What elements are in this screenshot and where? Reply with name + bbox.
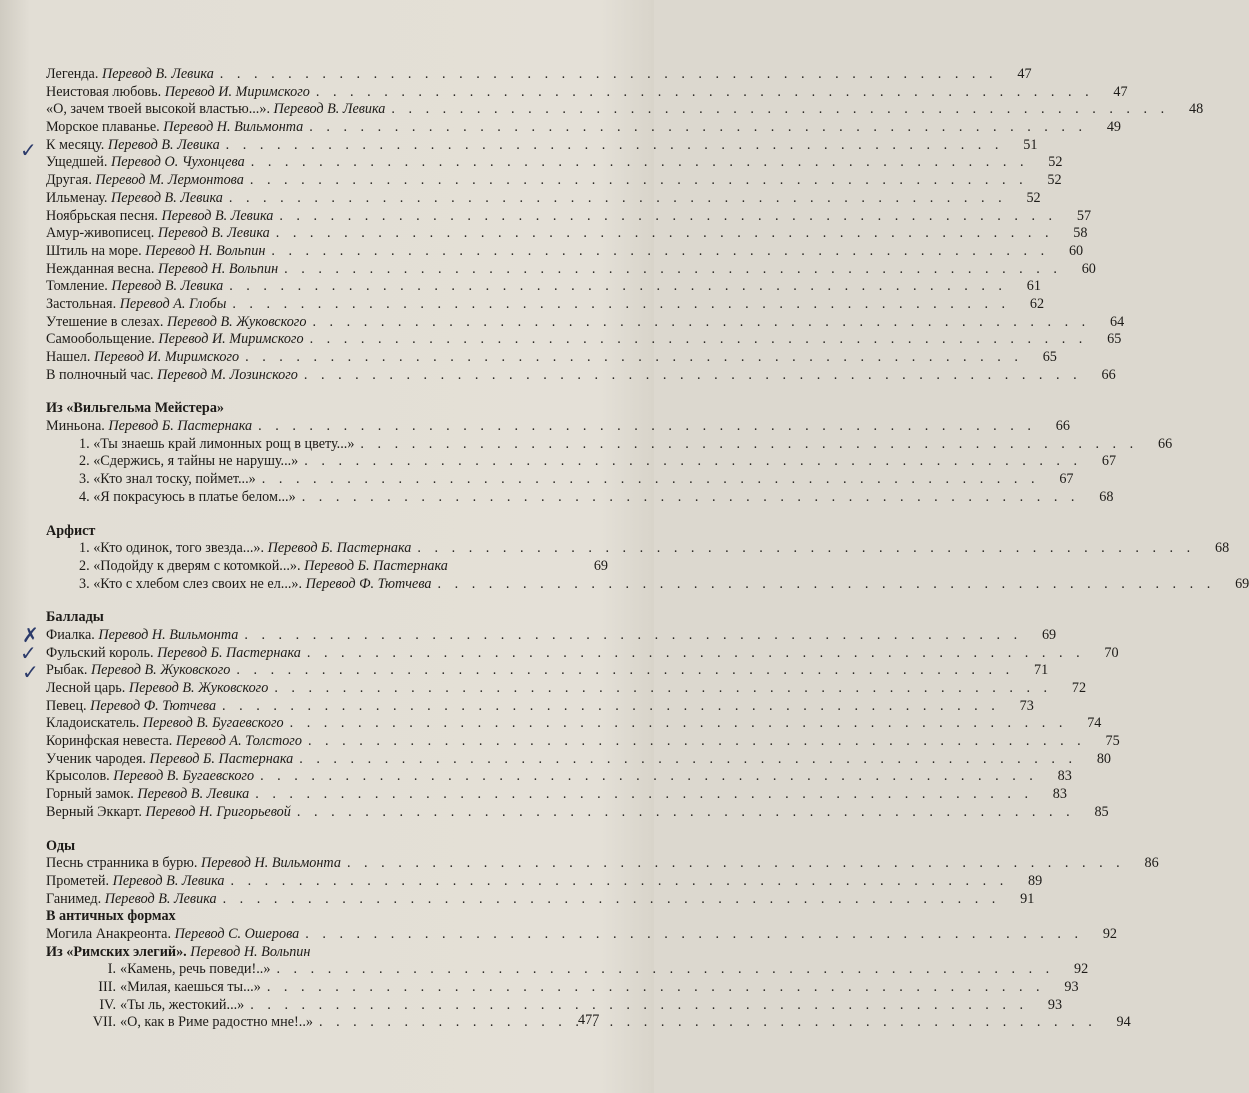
toc-subentry: 4. «Я покрасуюсь в платье белом...» . . . 68 [46,489,608,507]
toc-entry: Амур-живописец. Перевод В. Левика . . . 58 [46,225,608,243]
toc-entry: Легенда. Перевод В. Левика . . . 47 [46,66,608,84]
toc-entry: К месяцу. Перевод В. Левика . . . 51 [46,137,608,155]
toc-entry: Миньона. Перевод Б. Пастернака . . . 66 [46,418,608,436]
toc-entry: В полночный час. Перевод М. Лозинского . . . 66 [46,367,608,385]
table-of-contents [46,66,1249,1032]
toc-entry: Горный замок. Перевод В. Левика . . . 83 [46,786,608,804]
toc-entry: Прометей. Перевод В. Левика . . . 89 [46,873,608,891]
section-heading: Оды [46,837,76,854]
section-ballads [46,609,1120,821]
toc-subentry: III. «Милая, каешься ты...» . . . 93 [46,979,608,997]
toc-subentry: 3. «Кто знал тоску, поймет...» . . . 67 [46,471,608,489]
toc-entry: Нашел. Перевод И. Миримского . . . 65 [46,349,608,367]
section-wilhelm-meister [46,400,1173,506]
toc-entry: Томление. Перевод В. Левика . . . 61 [46,278,608,296]
toc-entry: Коринфская невеста. Перевод А. Толстого . . . 75 [46,733,608,751]
toc-entry: Застольная. Перевод А. Глобы . . . 62 [46,296,608,314]
toc-subentry: 2. «Сдержись, я тайны не нарушу...» . . . 67 [46,453,608,471]
toc-subentry: 3. «Кто с хлебом слез своих не ел...». Перевод Ф. Тютчева . . . 69 [46,576,608,594]
toc-entry: Певец. Перевод Ф. Тютчева . . . 73 [46,698,608,716]
toc-subentry: I. «Камень, речь поведи!..» . . . 92 [46,961,608,979]
toc-entry: Лесной царь. Перевод В. Жуковского . . . 72 [46,680,608,698]
toc-entry: Фиалка. Перевод Н. Вильмонта . . . 69 [46,627,608,645]
pencil-checkmark-icon: ✓ [22,660,39,684]
section-heading: Баллады [46,609,104,626]
subsection-heading-roman: Из «Римских элегий». Перевод Н. Вольпин [46,943,311,960]
toc-entry: Ученик чародея. Перевод Б. Пастернака . . . 80 [46,751,608,769]
toc-entry: Могила Анакреонта. Перевод С. Ошерова . . . 92 [46,926,608,944]
pencil-cross-icon: ✗ [22,623,39,647]
toc-entry: Самообольщение. Перевод И. Миримского . . . 65 [46,331,608,349]
toc-entry: Ильменау. Перевод В. Левика . . . 52 [46,190,608,208]
toc-subentry: 1. «Ты знаешь край лимонных рощ в цвету...» . . . 66 [46,436,608,454]
toc-entry: Кладоискатель. Перевод В. Бугаевского . . . 74 [46,715,608,733]
toc-entry: Ущедшей. Перевод О. Чухонцева . . . 52 [46,154,608,172]
toc-entry: Верный Эккарт. Перевод Н. Григорьевой . . . 85 [46,804,608,822]
section-heading: Арфист [46,522,96,539]
toc-entry: Штиль на море. Перевод Н. Вольпин . . . 60 [46,243,608,261]
toc-entry: «О, зачем твоей высокой властью...». Перевод В. Левика . . . 48 [46,101,608,119]
toc-entry: Ганимед. Перевод В. Левика . . . 91 [46,891,608,909]
entries-group-main [46,66,1204,384]
pencil-checkmark-icon: ✓ [20,138,37,162]
toc-entry: Песнь странника в бурю. Перевод Н. Вильмонта . . . 86 [46,855,608,873]
toc-entry: Неистовая любовь. Перевод И. Миримского . . . 47 [46,84,608,102]
toc-entry: Другая. Перевод М. Лермонтова . . . 52 [46,172,608,190]
toc-subentry: VII. «О, как в Риме радостно мне!..» . . . 94 [46,1014,608,1032]
toc-entry: Утешение в слезах. Перевод В. Жуковского . . . 64 [46,314,608,332]
toc-subentry: 2. «Подойду к дверям с котомкой...». Перевод Б. Пастернака 69 [79,557,608,574]
section-heading: Из «Вильгельма Мейстера» [46,400,225,417]
toc-entry: Нежданная весна. Перевод Н. Вольпин . . . 60 [46,261,608,279]
section-odes [46,837,1159,1033]
pencil-checkmark-icon: ✓ [20,641,37,665]
page-number: 477 [578,1012,600,1028]
toc-entry: Фульский король. Перевод Б. Пастернака . . . 70 [46,645,608,663]
toc-entry: Ноябрьская песня. Перевод В. Левика . . . 57 [46,208,608,226]
subsection-heading: В античных формах [46,908,176,925]
toc-entry: Крысолов. Перевод В. Бугаевского . . . 83 [46,768,608,786]
toc-subentry: IV. «Ты ль, жестокий...» . . . 93 [46,997,608,1015]
toc-entry: Рыбак. Перевод В. Жуковского . . . 71 [46,662,608,680]
toc-entry: Морское плаванье. Перевод Н. Вильмонта . . . 49 [46,119,608,137]
toc-subentry: 1. «Кто одинок, того звезда...». Перевод Б. Пастернака . . . 68 [46,540,608,558]
section-harper [46,522,1249,594]
